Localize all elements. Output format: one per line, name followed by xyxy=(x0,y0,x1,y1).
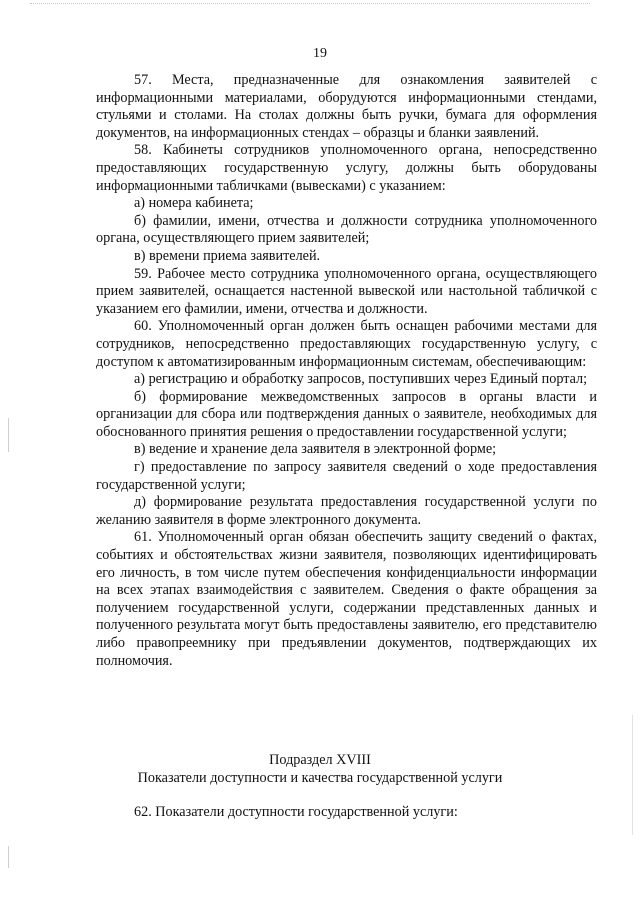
subsection-title: Подраздел XVIII xyxy=(269,752,371,768)
paragraph-62: 62. Показатели доступности государственной услуги: xyxy=(134,804,458,820)
scan-artifact-left-bottom xyxy=(8,846,9,868)
list-item-v: в) времени приема заявителей. xyxy=(134,247,321,264)
list-item-a: а) номера кабинета; xyxy=(134,195,254,212)
paragraph-60: 60. Уполномоченный орган должен быть оснащен рабочими местами для сотрудников, непосредственно предоставляющих государственную услугу, с доступом к автоматизированным информационным системам, обеспечивающим: xyxy=(96,318,597,370)
page-number: 19 xyxy=(313,46,327,61)
scan-artifact-top xyxy=(30,3,590,6)
subsection-heading: Показатели доступности и качества государственной услуги xyxy=(137,770,503,786)
paragraph-59: 59. Рабочее место сотрудника уполномоченного органа, осуществляющего прием заявителей, оснащается настенной вывеской или настольной табличкой с указанием его фамилии, имени, отчества и должности. xyxy=(96,265,597,317)
list-item-b: б) формирование межведомственных запросов в органы власти и организации для сбора или подтверждения данных о заявителе, необходимых для обоснованного принятия решения о предоставлении государственной услуги; xyxy=(96,388,597,440)
list-item-b: б) фамилии, имени, отчества и должности сотрудника уполномоченного органа, осуществляющего прием заявителей; xyxy=(96,212,597,247)
paragraph-57: 57. Места, предназначенные для ознакомления заявителей с информационными материалами, оборудуются информационными стендами, стульями и столами. На столах должны быть ручки, бумага для оформления документов, на информационных стендах – образцы и бланки заявлений. xyxy=(96,72,597,141)
scan-artifact-left xyxy=(8,418,9,452)
list-item-d: д) формирование результата предоставления государственной услуги по желанию заявителя в форме электронного документа. xyxy=(96,494,597,528)
list-item-g: г) предоставление по запросу заявителя сведений о ходе предоставления государственной услуги; xyxy=(96,459,597,493)
list-item-v: в) ведение и хранение дела заявителя в электронной форме; xyxy=(134,441,497,458)
paragraph-58: 58. Кабинеты сотрудников уполномоченного органа, непосредственно предоставляющих государственную услугу, должны быть оборудованы информационными табличками (вывесками) с указанием: xyxy=(96,142,597,194)
list-item-a: а) регистрацию и обработку запросов, поступивших через Единый портал; xyxy=(134,371,588,388)
paragraph-61: 61. Уполномоченный орган обязан обеспечить защиту сведений о фактах, событиях и обстоятельствах жизни заявителя, позволяющих идентифицировать его личность, в том числе путем обеспечения конфиденциальности информации на всех этапах взаимодействия с заявителем. Сведения о факте обращения за получением государственной услуги, содержании представленных данных и полученного результата могут быть предоставлены заявителю, его представителю либо правопреемнику при предъявлении документов, подтверждающих их полномочия. xyxy=(96,529,597,669)
body-text xyxy=(96,72,597,670)
